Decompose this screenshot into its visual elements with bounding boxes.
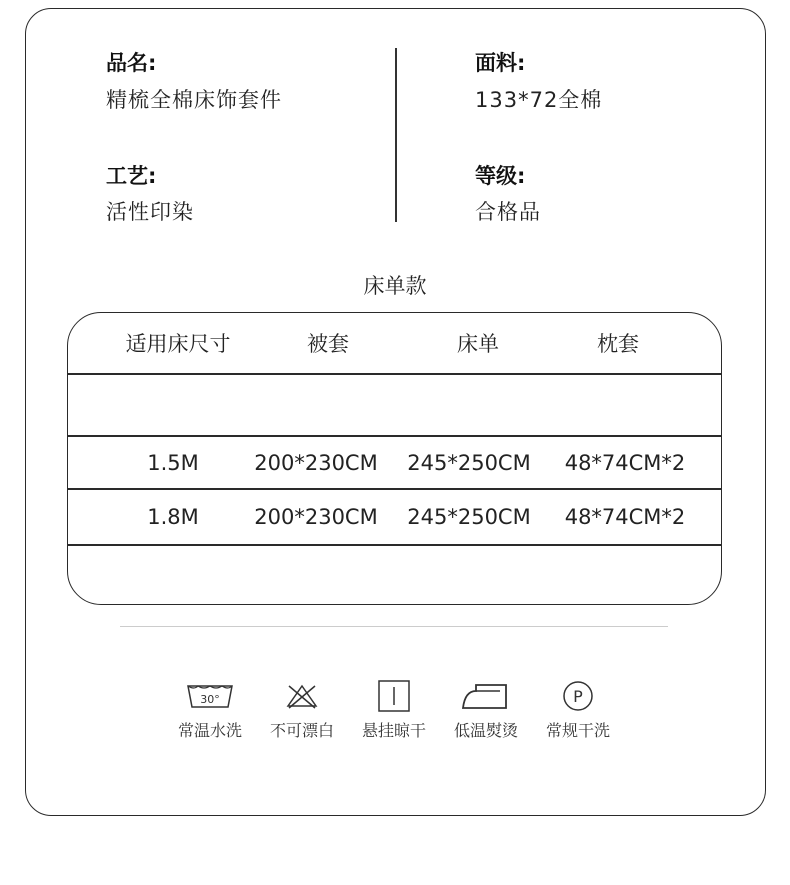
table-row (68, 490, 721, 544)
cell-sheet: 245*250CM (407, 505, 531, 529)
cell-duvet: 200*230CM (254, 451, 378, 475)
care-label: 不可漂白 (269, 721, 334, 740)
hang-dry-icon (349, 676, 439, 716)
header-bed-sheet: 床单 (457, 332, 499, 356)
care-label: 低温熨烫 (453, 721, 518, 740)
dry-clean-p-icon (533, 676, 623, 716)
craft-label: 工艺: (106, 164, 157, 188)
care-label: 悬挂晾干 (361, 721, 426, 740)
fabric-value: 133*72全棉 (475, 88, 603, 112)
low-iron-icon (441, 676, 531, 716)
care-item (257, 676, 347, 741)
table-divider (68, 373, 721, 375)
spec-divider (395, 48, 397, 222)
wash-30-icon (165, 676, 255, 716)
grade-label: 等级: (475, 164, 526, 188)
section-title: 床单款 (363, 274, 427, 298)
table-header-row (68, 313, 721, 373)
table-divider (68, 544, 721, 546)
header-pillowcase: 枕套 (597, 332, 639, 356)
table-row (68, 437, 721, 489)
fabric-label: 面料: (475, 51, 526, 75)
craft-value: 活性印染 (106, 200, 194, 224)
grade-value: 合格品 (475, 200, 541, 224)
cell-size: 1.5M (147, 451, 199, 475)
care-item (165, 676, 255, 741)
size-table (67, 312, 722, 605)
section-separator (120, 626, 668, 627)
header-bed-size: 适用床尺寸 (125, 332, 231, 356)
dry-clean-mark: P (573, 687, 583, 706)
no-bleach-icon (257, 676, 347, 716)
cell-sheet: 245*250CM (407, 451, 531, 475)
wash-temp-text: 30° (200, 693, 220, 706)
care-item (349, 676, 439, 741)
care-item (533, 676, 623, 741)
cell-duvet: 200*230CM (254, 505, 378, 529)
header-duvet-cover: 被套 (307, 332, 349, 356)
cell-pillow: 48*74CM*2 (564, 451, 686, 475)
product-name-value: 精梳全棉床饰套件 (106, 88, 282, 112)
cell-pillow: 48*74CM*2 (564, 505, 686, 529)
care-label: 常温水洗 (177, 721, 242, 740)
product-name-label: 品名: (106, 51, 157, 75)
care-label: 常规干洗 (545, 721, 610, 740)
cell-size: 1.8M (147, 505, 199, 529)
care-item (441, 676, 531, 741)
